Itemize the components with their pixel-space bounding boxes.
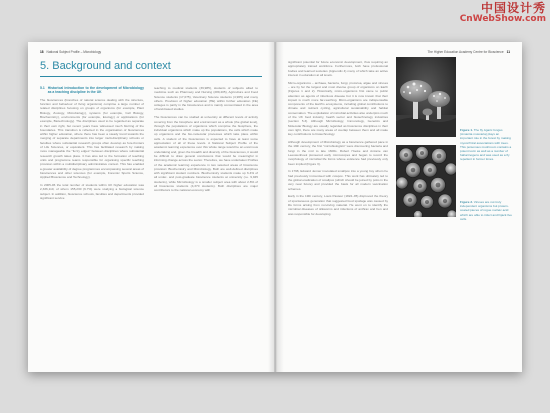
title-rule [40, 76, 262, 77]
watermark-chinese: 中国设计秀 [480, 1, 546, 15]
figure-1-caption [460, 128, 512, 162]
right-page-number: 11 [506, 50, 510, 54]
figure-2-caption [460, 200, 512, 221]
figure-2-label: Figure 2. [460, 200, 473, 204]
paragraph: Micro-organisms – archaea, bacteria, fungi, protozoa, algae and viruses – are by far the largest and most diverse group of organisms on Earth (Figures 1 and 2). Historically, micro-organisms first came to public attention as agents of infectious disease but it is now known that their impact is much more far-reaching. Micro-organisms are indispensable components of the Earth's ecosystems, including global contributions to climate and nutrient cycling, agricultural sustainability and habitat conservation. The exploitation of microbial activities also underpins much of the UK food industry, health sector and biotechnology industries (section 5.3). Although Microbiology, Immunology, Genetics and Molecular Biology are usually regarded as bioscience disciplines in their own right, there are many areas of overlap between them and all make key contributions to biotechnology. [288, 80, 388, 137]
right-running-header [427, 50, 510, 54]
paragraph: In 1798, Edward Jenner inoculated smallpox into a young boy whom he had previously immunised with cowpox. This work has ultimately led to the global eradication of smallpox (which should be joined by polio in the very near future) and provided the basis for all modern vaccination schemes. [288, 169, 388, 191]
figure-1-text: The fly Agaric fungus (Amanita muscaria) plays an important role in the forest by making mycorrhizal associations with trees. This poisonous mushroom contains a potent toxin as well as a number of hallucinogens and was used as a fly repellent in former times. [460, 128, 512, 162]
paragraph: In 2005-06 the total number of students within UK higher education was 2,336,110, of whom 155,230 (6.7%) were studying a biological science subject. In addition, bioscience schools, faculties and departments provided significant service [40, 182, 144, 200]
virus-micrograph-photo [396, 145, 456, 217]
section-title: Historical introduction to the development of Microbiology as a teaching discipline in the UK [47, 86, 144, 95]
chapter-title: 5. Background and context [40, 60, 171, 72]
paragraph: The biosciences (branches of natural science dealing with the structure, function and behaviour of living organisms) comprise a large number of related disciplines focusing on groups of organisms (for example, Plant Biology, Zoology, Microbiology), systems (for example, Cell Biology, Biochemistry), environments (for example, Ecology) or applications (for example, Biotechnology). The disciplines used to be regarded as separate in their own right, but recent years have witnessed much blurring of the boundaries. This transition is reflected in the organisation of biosciences within higher education, where there has been a steady trend towards the merging of separate departments into larger multi-disciplinary schools or faculties where substantial research groups often develop as fore-fronters of Life Sciences, or equivalent. This has facilitated research by making more manageable the "fuzzy edges" between disciplines where substantial research growth takes place. It has also led to the formation of teaching units and programme teams responsible for organising specific teaching provision within a multidisciplinary administrative context. This has enabled a greater availability of degree programmes encompassing several areas of biosciences and other sciences (for example, Forensic Sports Science, Applied Bioscience and Technology). [40, 97, 144, 180]
section-number: 5.1 [40, 86, 45, 90]
left-column-2 [154, 86, 258, 196]
paragraph: Although development of Microbiology as a bioscience gathered pace in the 19th century, the first "microbiologists" were discovering bacteria and fungi in the mid to late 1600s. Robert Hooke and Antonie van Leeuwenhoek pioneered early microscopes and began to record the morphology of microbial life forms whose existence had previously only been implied (Figure 3). [288, 140, 388, 166]
brochure-spread [28, 42, 522, 372]
figure-1-label: Figure 1. [460, 128, 473, 132]
fly-agaric-photo [396, 57, 456, 137]
paragraph: The biosciences can be studied at university at different levels of activity covering from the biosphere and environment as a whole (the global level), through the populations of organisms which comprise the biosphere, the individual organisms which make up the populations, the cells which make up organisms and the bio-molecular processes which take place within cells. A student of the biosciences is expected to have at least some appreciation of all of these levels. A National Subject Profile of the academic learning experience over this whole range would be an enormous undertaking and, given the breadth and diversity of the biosciences, it would be difficult to draw general conclusions that would be meaningful in informing change across the sector. Therefore, we have undertaken Profiles of the academic learning experience in two selected areas of bioscience provision: Biochemistry and Microbiology. Both are well-defined disciplines with significant student numbers. Biochemistry students make up 6.4% of all under- and post-graduate bioscience students at university (i.e. 9,945 students), while Microbiology is a smaller subject area with about 2.8% of all bioscience students (4,370 students). Both disciplines are major contributors to the national economy with [154, 115, 258, 193]
watermark-site: CnWebShow.com [459, 13, 546, 24]
paragraph: teaching to medical students (39,985), students of subjects allied to medicine such as Pharmacy and Nursing (289,405), Agriculture and Food Science students (17,075), Veterinary Science students (4,965) and many others. Provision of higher education (HE) within further education (FE) colleges is partly in the biosciences and is mainly concentrated in the area of land-based studies. [154, 86, 258, 112]
section-heading [40, 86, 144, 95]
left-running-title: National Subject Profile – Microbiology [46, 50, 102, 54]
left-running-header [40, 50, 101, 54]
paragraph: Early in the 19th century, Louis Pasteur (1822–95) disproved the theory of spontaneous generation that suggested food spoilage was caused by life forms arising from non-living material. He went on to identify the microbial diseases of silkworms and infections of anthrax and hen and was responsible for developing [288, 194, 388, 216]
watermark [460, 2, 546, 24]
figure-2-text: Viruses are not truly independent organisms but protein-coated pieces of rogue nucleic acid which are able to infect and hijack live cells. [460, 200, 512, 221]
left-page [28, 42, 274, 372]
right-column [288, 60, 388, 219]
right-running-title: The Higher Education Academy Centre for Bioscience [427, 50, 504, 54]
right-page [276, 42, 522, 372]
left-page-number: 18 [40, 50, 44, 54]
left-column-1 [40, 86, 144, 204]
paragraph: significant potential for future economic development, thus requiring an appropriately trained workforce. Furthermore, both have professional bodies and learned societies (Appendix 4) many of which take an active interest in education at all levels. [288, 60, 388, 77]
